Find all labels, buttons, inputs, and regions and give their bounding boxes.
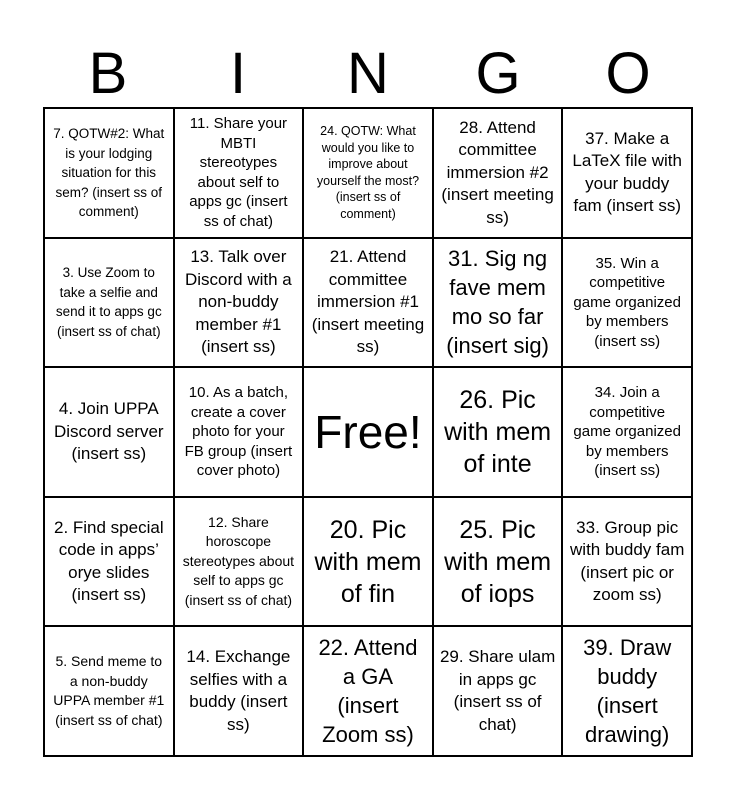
cell-text: 22. Attend a GA (insert Zoom ss) (318, 635, 418, 748)
cell-text: 4. Join UPPA Discord server (insert ss) (54, 399, 164, 464)
cell-text: 2. Find special code in apps’ orye slides (insert ss) (53, 517, 164, 605)
cell-text: 5. Send meme to a non-buddy UPPA member #1 (insert ss of chat) (53, 653, 165, 728)
bingo-cell-r2-c5 (563, 239, 693, 369)
cell-text: 21. Attend committee immersion #1 (insert meeting ss) (311, 247, 425, 357)
bingo-cell-r2-c4 (434, 239, 564, 369)
cell-text: 14. Exchange selfies with a buddy (insert ss) (186, 647, 291, 734)
bingo-cell-r5-c5 (563, 627, 693, 757)
cell-text: 33. Group pic with buddy fam (insert pic or zoom ss) (570, 517, 685, 605)
header-letter-b: B (88, 41, 128, 106)
cell-text: 11. Share your MBTI stereotypes about self to apps gc (insert ss of chat) (189, 115, 288, 230)
cell-text: 24. QOTW: What would you like to improve about yourself the most? (insert ss of comment) (316, 124, 420, 221)
cell-text: 10. As a batch, create a cover photo for your FB group (insert cover photo) (184, 384, 293, 480)
free-space: Free! (314, 405, 422, 458)
cell-text: 34. Join a competitive game organized by members (insert ss) (573, 384, 681, 480)
bingo-cell-r2-c1 (45, 239, 175, 369)
header-letter-i: I (229, 41, 247, 106)
header-letter-o: O (605, 41, 651, 106)
bingo-cell-r4-c5 (563, 498, 693, 628)
cell-text: 13. Talk over Discord with a non-buddy member #1 (insert ss) (185, 247, 292, 357)
cell-text: 37. Make a LaTeX file with your buddy fam (insert ss) (572, 128, 682, 216)
cell-text: 31. Sig ng fave mem mo so far (insert sig) (446, 246, 549, 359)
bingo-cell-r3-c4 (434, 368, 564, 498)
bingo-cell-r5-c1 (45, 627, 175, 757)
bingo-cell-r1-c3 (304, 109, 434, 239)
bingo-cell-r5-c3 (304, 627, 434, 757)
bingo-cell-r1-c1 (45, 109, 175, 239)
bingo-cell-r5-c2 (175, 627, 305, 757)
bingo-cell-r4-c2 (175, 498, 305, 628)
cell-text: 29. Share ulam in apps gc (insert ss of chat) (439, 647, 556, 734)
bingo-cell-r1-c2 (175, 109, 305, 239)
bingo-board (43, 107, 693, 757)
bingo-cell-r3-c3 (304, 368, 434, 498)
bingo-header (43, 42, 693, 106)
bingo-cell-r4-c3 (304, 498, 434, 628)
cell-text: 26. Pic with mem of inte (444, 385, 552, 478)
cell-text: 39. Draw buddy (insert drawing) (583, 635, 672, 748)
cell-text: 35. Win a competitive game organized by members (insert ss) (573, 254, 681, 350)
bingo-cell-r3-c5 (563, 368, 693, 498)
bingo-cell-r4-c4 (434, 498, 564, 628)
bingo-cell-r2-c3 (304, 239, 434, 369)
bingo-cell-r3-c2 (175, 368, 305, 498)
cell-text: 20. Pic with mem of fin (314, 515, 422, 608)
header-letter-n: N (347, 41, 389, 106)
cell-text: 25. Pic with mem of iops (444, 515, 552, 608)
bingo-cell-r1-c5 (563, 109, 693, 239)
bingo-cell-r1-c4 (434, 109, 564, 239)
bingo-cell-r4-c1 (45, 498, 175, 628)
cell-text: 3. Use Zoom to take a selfie and send it to apps gc (insert ss of chat) (55, 265, 162, 339)
bingo-cell-r5-c4 (434, 627, 564, 757)
bingo-cell-r3-c1 (45, 368, 175, 498)
cell-text: 28. Attend committee immersion #2 (insert meeting ss) (441, 117, 554, 227)
header-letter-g: G (475, 41, 521, 106)
bingo-cell-r2-c2 (175, 239, 305, 369)
cell-text: 12. Share horoscope stereotypes about self to apps gc (insert ss of chat) (182, 513, 295, 608)
cell-text: 7. QOTW#2: What is your lodging situation for this sem? (insert ss of comment) (53, 126, 165, 220)
